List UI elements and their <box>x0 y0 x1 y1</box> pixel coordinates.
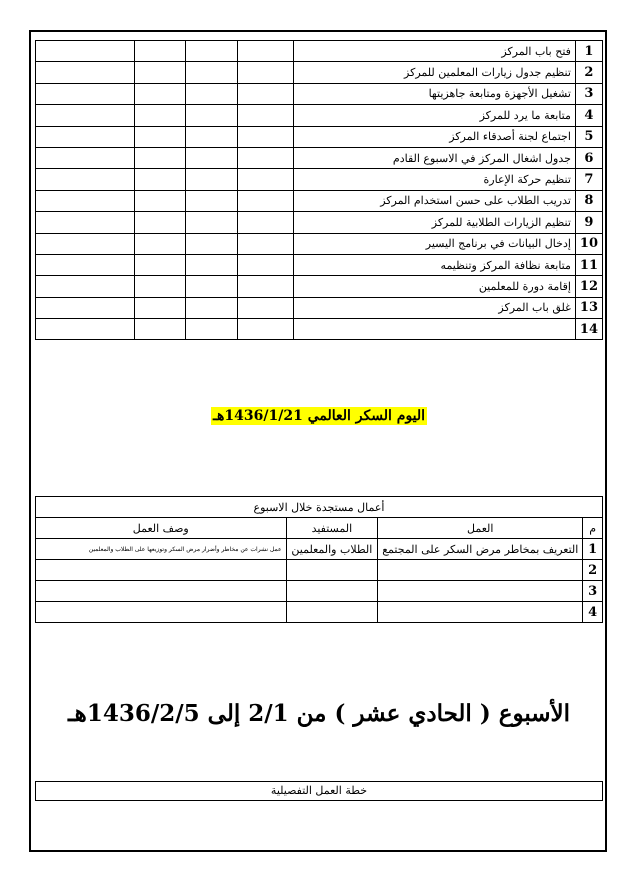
task-text: تشغيل الأجهزة ومتابعة جاهزيتها <box>294 83 576 104</box>
task-empty-cell <box>185 83 238 104</box>
task-empty-cell <box>185 297 238 318</box>
task-empty-cell <box>134 105 185 126</box>
task-empty-cell <box>36 276 135 297</box>
row-beneficiary <box>286 581 378 602</box>
occasion-text: اليوم السكر العالمي 1436/1/21هـ <box>212 408 426 424</box>
task-empty-cell <box>36 41 135 62</box>
task-row <box>36 190 603 211</box>
task-text: فتح باب المركز <box>294 41 576 62</box>
task-empty-cell <box>134 83 185 104</box>
task-text: تدريب الطلاب على حسن استخدام المركز <box>294 190 576 211</box>
task-empty-cell <box>185 233 238 254</box>
task-text: تنظيم جدول زيارات المعلمين للمركز <box>294 62 576 83</box>
task-empty-cell <box>134 169 185 190</box>
task-empty-cell <box>36 169 135 190</box>
task-empty-cell <box>36 190 135 211</box>
task-empty-cell <box>134 190 185 211</box>
row-description <box>36 560 287 581</box>
task-empty-cell <box>134 233 185 254</box>
task-row <box>36 254 603 275</box>
task-row <box>36 169 603 190</box>
task-empty-cell <box>36 254 135 275</box>
task-number: 5 <box>575 126 602 147</box>
row-beneficiary: الطلاب والمعلمين <box>286 539 378 560</box>
task-empty-cell <box>36 233 135 254</box>
task-number: 6 <box>575 147 602 168</box>
task-number: 10 <box>575 233 602 254</box>
header-description: وصف العمل <box>36 518 287 539</box>
task-row <box>36 62 603 83</box>
task-empty-cell <box>36 147 135 168</box>
task-row <box>36 212 603 233</box>
task-empty-cell <box>238 276 294 297</box>
row-work <box>378 581 583 602</box>
task-number: 7 <box>575 169 602 190</box>
task-text: غلق باب المركز <box>294 297 576 318</box>
daily-tasks-table <box>35 40 603 340</box>
task-empty-cell <box>134 126 185 147</box>
task-empty-cell <box>238 147 294 168</box>
task-text: إدخال البيانات في برنامج اليسير <box>294 233 576 254</box>
task-text: اجتماع لجنة أصدقاء المركز <box>294 126 576 147</box>
task-empty-cell <box>36 212 135 233</box>
task-number: 4 <box>575 105 602 126</box>
task-row <box>36 83 603 104</box>
row-work: التعريف بمخاطر مرض السكر على المجتمع <box>378 539 583 560</box>
plan-title: خطة العمل التفصيلية <box>35 781 603 801</box>
row-num: 3 <box>583 581 603 602</box>
task-text: متابعة نظافة المركز وتنظيمه <box>294 254 576 275</box>
task-empty-cell <box>238 212 294 233</box>
task-text: تنظيم حركة الإعارة <box>294 169 576 190</box>
task-empty-cell <box>185 62 238 83</box>
task-empty-cell <box>36 105 135 126</box>
task-empty-cell <box>185 276 238 297</box>
task-empty-cell <box>238 233 294 254</box>
new-works-title: أعمال مستجدة خلال الاسبوع <box>36 497 603 518</box>
task-empty-cell <box>185 147 238 168</box>
task-number: 12 <box>575 276 602 297</box>
task-empty-cell <box>238 105 294 126</box>
task-row <box>36 297 603 318</box>
task-empty-cell <box>185 212 238 233</box>
task-empty-cell <box>134 297 185 318</box>
task-empty-cell <box>238 190 294 211</box>
task-number: 8 <box>575 190 602 211</box>
task-row <box>36 233 603 254</box>
task-empty-cell <box>134 62 185 83</box>
row-num: 1 <box>583 539 603 560</box>
row-num: 2 <box>583 560 603 581</box>
task-empty-cell <box>185 169 238 190</box>
task-row <box>36 276 603 297</box>
task-number: 11 <box>575 254 602 275</box>
task-empty-cell <box>238 254 294 275</box>
task-empty-cell <box>36 126 135 147</box>
task-empty-cell <box>36 62 135 83</box>
row-beneficiary <box>286 602 378 623</box>
task-empty-cell <box>238 83 294 104</box>
task-empty-cell <box>185 126 238 147</box>
task-empty-cell <box>134 41 185 62</box>
task-row <box>36 126 603 147</box>
task-empty-cell <box>185 319 238 340</box>
task-empty-cell <box>238 169 294 190</box>
task-row <box>36 319 603 340</box>
task-empty-cell <box>134 319 185 340</box>
row-work <box>378 560 583 581</box>
task-number: 13 <box>575 297 602 318</box>
header-num: م <box>583 518 603 539</box>
task-empty-cell <box>238 297 294 318</box>
task-number: 1 <box>575 41 602 62</box>
task-row <box>36 105 603 126</box>
task-empty-cell <box>238 62 294 83</box>
task-empty-cell <box>134 212 185 233</box>
task-text: تنظيم الزيارات الطلابية للمركز <box>294 212 576 233</box>
task-text <box>294 319 576 340</box>
task-empty-cell <box>36 297 135 318</box>
task-number: 9 <box>575 212 602 233</box>
occasion-banner <box>0 405 638 425</box>
task-empty-cell <box>134 276 185 297</box>
row-description <box>36 581 287 602</box>
task-number: 2 <box>575 62 602 83</box>
task-empty-cell <box>185 190 238 211</box>
task-empty-cell <box>238 319 294 340</box>
task-empty-cell <box>185 105 238 126</box>
task-text: إقامة دورة للمعلمين <box>294 276 576 297</box>
header-beneficiary: المستفيد <box>286 518 378 539</box>
row-description: عمل نشرات عن مخاطر وأضرار مرض السكر وتوزيعها على الطلاب والمعلمين <box>36 539 287 560</box>
week-title: الأسبوع ( الحادي عشر ) من 2/1 إلى 1436/2/5هـ <box>67 700 571 727</box>
task-empty-cell <box>185 254 238 275</box>
new-works-table <box>35 496 603 623</box>
row-description <box>36 602 287 623</box>
task-row <box>36 41 603 62</box>
row-num: 4 <box>583 602 603 623</box>
task-number: 14 <box>575 319 602 340</box>
task-text: جدول اشغال المركز في الاسبوع القادم <box>294 147 576 168</box>
task-empty-cell <box>134 147 185 168</box>
task-empty-cell <box>36 319 135 340</box>
task-empty-cell <box>238 41 294 62</box>
row-beneficiary <box>286 560 378 581</box>
task-row <box>36 147 603 168</box>
task-empty-cell <box>185 41 238 62</box>
row-work <box>378 602 583 623</box>
header-work: العمل <box>378 518 583 539</box>
task-empty-cell <box>36 83 135 104</box>
task-empty-cell <box>238 126 294 147</box>
task-text: متابعة ما يرد للمركز <box>294 105 576 126</box>
task-empty-cell <box>134 254 185 275</box>
task-number: 3 <box>575 83 602 104</box>
